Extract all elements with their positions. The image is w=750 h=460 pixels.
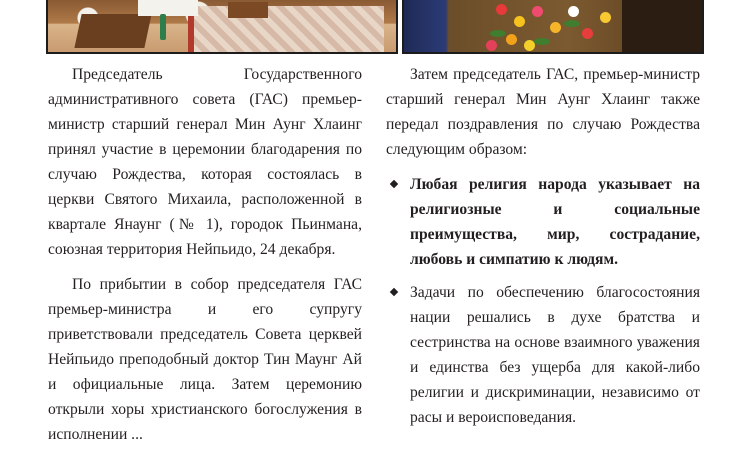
carpet <box>188 6 384 52</box>
table <box>228 2 268 18</box>
bullet-text: Любая религия народа указывает на религиозные и социальные преимущества, мир, сострадание, любовь и симпатию к людям. <box>410 176 700 268</box>
table <box>74 14 151 48</box>
paragraph: Председатель Государственного административного совета (ГАС) премьер-министр старший генерал Мин Аунг Хлаинг принял участие в церемонии благодарения по случаю Рождества, которая состоялась в церкви Святого Михаила, расположенной в квартале Янаунг (№ 1), городок Пьинмана, союзная территория Нейпьидо, 24 декабря. <box>48 66 362 258</box>
flower <box>582 28 593 39</box>
leaf <box>534 38 550 45</box>
person <box>138 0 198 16</box>
paragraph: Затем председатель ГАС, премьер-министр старший генерал Мин Аунг Хлаинг также передал поздравления по случаю Рождества следующим образом: <box>386 66 700 158</box>
left-column <box>48 62 362 447</box>
list-item <box>386 280 700 430</box>
flower <box>600 12 611 23</box>
bullet-text: Задачи по обеспечению благосостояния нации решались в духе братства и сестринства на основе взаимного уважения и единства без ущерба для какой-либо религии и дискриминации, независимо от расы и вероисповедания. <box>410 284 700 426</box>
list-item <box>386 172 700 272</box>
flower <box>524 40 535 51</box>
bullet-list <box>386 172 700 430</box>
wall <box>622 0 702 54</box>
flower <box>506 34 517 45</box>
flower <box>550 22 561 33</box>
leaf <box>490 30 506 37</box>
event-photo-left <box>46 0 398 54</box>
right-column <box>386 62 700 430</box>
diamond-bullet-icon <box>390 288 398 296</box>
flower <box>532 6 543 17</box>
flower <box>486 40 497 51</box>
leaf <box>564 20 580 27</box>
bottle <box>160 14 166 40</box>
event-photo-right <box>402 0 704 54</box>
paragraph: По прибытии в собор председателя ГАС премьер-министра и его супругу приветствовали председатель Совета церквей Нейпьидо преподобный доктор Тин Маунг Ай и официальные лица. Затем церемонию открыли хоры христианского богослужения в исполнении ... <box>48 276 362 443</box>
flower <box>496 4 507 15</box>
flower <box>568 6 579 17</box>
flower <box>514 16 525 27</box>
diamond-bullet-icon <box>390 180 398 188</box>
